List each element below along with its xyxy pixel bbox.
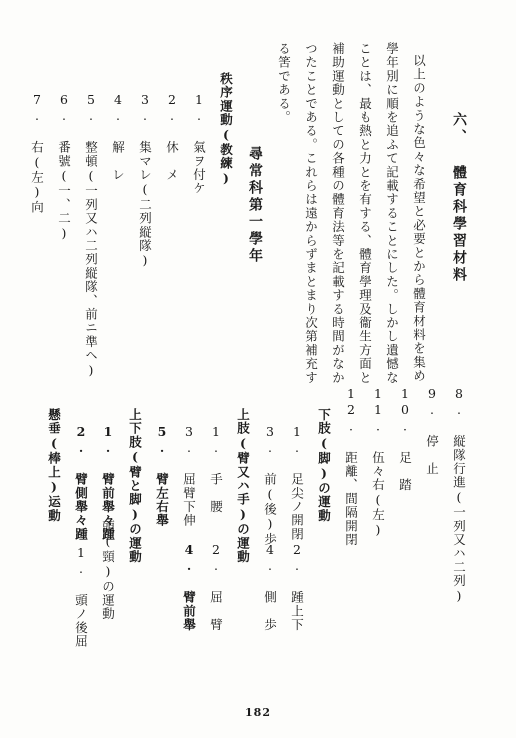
intro-line-6: る筈である。 <box>276 42 292 125</box>
intro-line-3: ことは、最も熱と力とを有する、體育學理及衞生方面と <box>357 42 373 385</box>
order-item-2: 2. 休 メ <box>164 92 180 182</box>
order-item-9: 9. 停 止 <box>424 386 440 476</box>
leg-item-4: 4. 側 歩 <box>262 542 278 632</box>
leg-item-2: 2. 踵上下 <box>289 542 305 632</box>
leg-item-1: 1. 足尖ノ開閉 <box>289 424 305 542</box>
arm-item-3: 3. 屈臂下伸 <box>181 424 197 528</box>
order-item-12: 12. 距離、間隔開閉 <box>343 386 359 547</box>
intro-line-2: 學年別に順を追ふて記載することにした。しかし遺憾な <box>384 42 400 385</box>
order-item-11: 11. 伍々右(左) <box>370 386 386 538</box>
leg-item-3: 3. 前(後)歩 <box>262 424 278 547</box>
neck-exercise-heading: 頭(頸)の運動 <box>100 520 116 621</box>
arm-item-4: 4. 臂前舉 <box>181 542 197 632</box>
intro-line-1: 以上のような色々な希望と必要とから體育材料を集め <box>411 54 427 383</box>
order-item-7: 7. 右(左)向 <box>29 92 45 215</box>
limbs-item-1: 1. 臂前舉々踵 <box>100 424 116 542</box>
intro-line-5: つたことである。これらは遠からずまとまり次第補充す <box>303 42 319 385</box>
order-exercise-heading: 秩序運動(教練) <box>218 72 234 187</box>
order-item-5: 5. 整頓(一列又ハ二列縦隊、前ニ準ヘ) <box>83 92 99 379</box>
arm-exercise-heading: 上肢(臂又ハ手)の運動 <box>235 408 251 564</box>
limbs-item-2: 2. 臂側舉々踵 <box>73 424 89 542</box>
order-item-3: 3. 集マレ(二列縦隊) <box>137 92 153 269</box>
order-item-6: 6. 番號(一、二) <box>56 92 72 242</box>
arm-item-5: 5. 臂左右舉 <box>154 424 170 528</box>
order-item-4: 4. 解 レ <box>110 92 126 182</box>
suspension-heading: 懸垂(棒上)运動 <box>46 408 62 523</box>
order-item-1: 1. 氣ヲ付ケ <box>191 92 207 196</box>
page-number: 182 <box>245 706 271 719</box>
section-title: 六、 體育科學習材料 <box>451 112 467 284</box>
grade-heading: 尋常科第一學年 <box>247 146 263 265</box>
order-item-10: 10. 足 踏 <box>397 386 413 492</box>
neck-item-1: 1. 頭ノ後屈 <box>73 545 89 649</box>
order-item-8: 8. 縦隊行進(一列又ハ二列) <box>451 386 467 604</box>
limbs-exercise-heading: 上下肢(臂と脚)の運動 <box>127 408 143 564</box>
intro-line-4: 補助運動としての各種の體育法等を記載する時間がなか <box>330 42 346 385</box>
arm-item-2: 2. 屈 臂 <box>208 542 224 632</box>
leg-exercise-heading: 下肢(脚)の運動 <box>316 408 332 523</box>
arm-item-1: 1. 手 腰 <box>208 424 224 514</box>
